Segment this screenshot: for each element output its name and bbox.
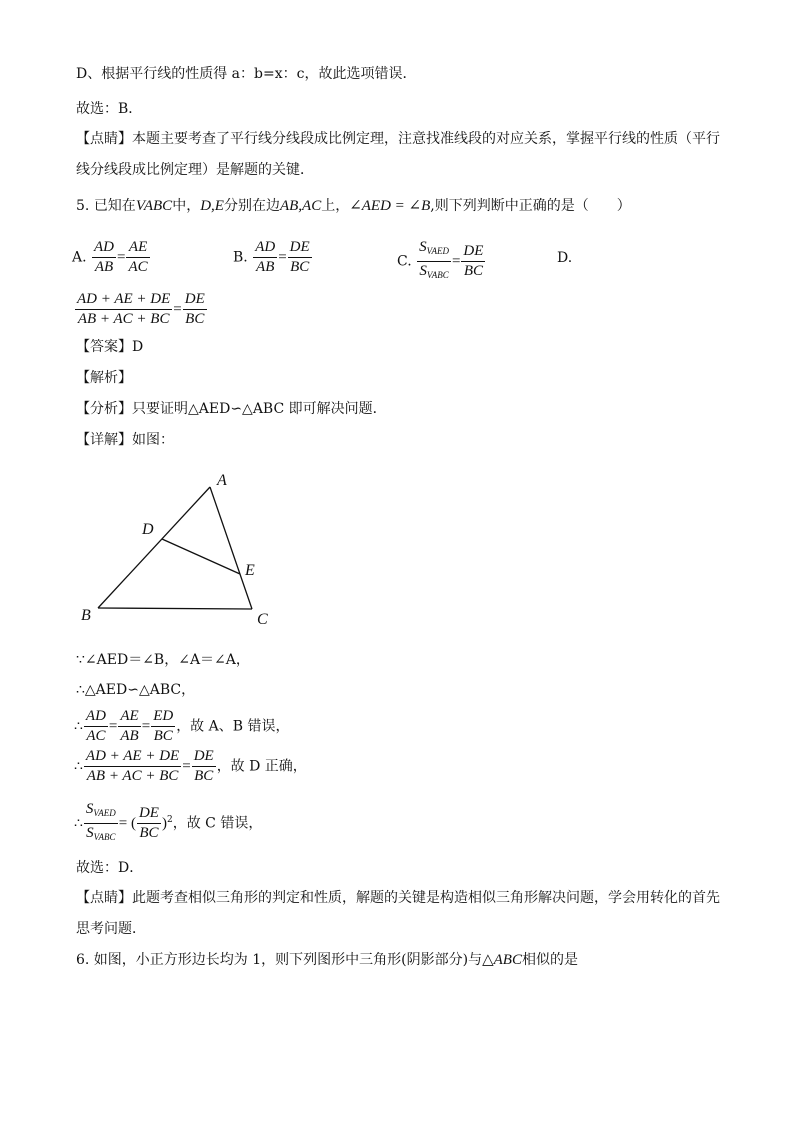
numerator: AD xyxy=(253,238,277,258)
option-b xyxy=(233,238,313,277)
fraction xyxy=(118,707,140,746)
therefore-symbol: ∴ xyxy=(74,815,83,832)
area-symbol: S xyxy=(86,825,94,841)
question-number: 5. xyxy=(76,198,90,214)
solution-line: ∴△AED∽△ABC， xyxy=(76,682,196,698)
fraction xyxy=(84,707,108,746)
denominator: AB xyxy=(94,259,114,275)
segment-de xyxy=(162,539,240,574)
side-ac xyxy=(210,487,252,609)
numerator xyxy=(84,800,118,824)
fraction xyxy=(75,290,172,329)
text-line: D、根据平行线的性质得 a：b=x：c，故此选项错误． xyxy=(76,66,417,82)
therefore-symbol: ∴ xyxy=(74,718,83,735)
close-paren: ) xyxy=(161,815,167,832)
points: D,E xyxy=(200,198,224,214)
analysis: 【分析】只要证明△AED∽△ABC 即可解决问题． xyxy=(76,401,387,417)
denominator: BC xyxy=(463,263,483,279)
denominator: AC xyxy=(86,728,106,744)
equals-sign: = xyxy=(173,301,182,318)
angle-equation: ∠AED = ∠B xyxy=(349,198,431,214)
denominator: AB xyxy=(120,728,139,744)
denominator: BC xyxy=(153,728,173,744)
solution-line-ratios xyxy=(74,707,290,746)
fraction xyxy=(126,238,149,277)
area-symbol: S xyxy=(85,801,94,817)
solution-line: 思考问题． xyxy=(76,921,146,937)
fraction xyxy=(183,290,207,329)
denominator: AB xyxy=(256,259,275,275)
numerator: AE xyxy=(118,707,140,727)
equals-sign: = xyxy=(117,249,126,266)
numerator xyxy=(417,238,451,262)
equals-sign: = xyxy=(278,249,287,266)
numerator: AD + AE + DE xyxy=(75,290,172,310)
fraction xyxy=(84,800,118,847)
fraction xyxy=(84,747,181,786)
label-d: D xyxy=(142,521,154,538)
denominator: BC xyxy=(290,259,310,275)
analysis-title: 【解析】 xyxy=(76,370,132,386)
equals-sign: = xyxy=(451,253,461,270)
denominator: BC xyxy=(185,311,205,327)
sides: AB,AC xyxy=(279,198,322,214)
label-a: A xyxy=(217,472,227,489)
solution-line: 故选：D． xyxy=(76,860,144,876)
fraction xyxy=(253,238,277,277)
text-line: 【点睛】本题主要考查了平行线分线段成比例定理，注意找准线段的对应关系，掌握平行线的性质（平行 xyxy=(76,131,720,147)
numerator: DE xyxy=(288,238,312,258)
stem-text: 上， xyxy=(321,198,350,214)
numerator: AD xyxy=(92,238,116,258)
fraction xyxy=(137,804,161,843)
label-e: E xyxy=(245,562,255,579)
answer: 【答案】D xyxy=(76,339,144,355)
fraction xyxy=(417,238,451,285)
triangle-symbol: VABC xyxy=(135,198,173,214)
solution-line-perimeter xyxy=(74,747,307,786)
equals-sign: = xyxy=(141,718,151,735)
question-5-stem xyxy=(76,196,631,216)
equals-paren: = ( xyxy=(118,815,136,832)
denominator: AC xyxy=(128,259,148,275)
option-label: A. xyxy=(72,249,87,266)
numerator: AD + AE + DE xyxy=(84,747,181,767)
side-bc xyxy=(98,608,252,609)
option-a xyxy=(72,238,151,277)
subscript: VABC xyxy=(426,270,449,280)
subscript: VAED xyxy=(93,808,116,818)
solution-note: ，故 D 正确， xyxy=(216,758,307,775)
numerator: ED xyxy=(151,707,175,727)
denominator xyxy=(84,824,118,847)
area-symbol: S xyxy=(419,239,427,255)
fraction xyxy=(461,242,485,281)
stem-text: 6. 如图，小正方形边长均为 1，则下列图形中三角形(阴影部分)与 xyxy=(76,952,483,968)
denominator: AB + AC + BC xyxy=(86,768,179,784)
question-6-stem xyxy=(76,950,578,970)
stem-text: 分别在边 xyxy=(223,198,280,214)
fraction xyxy=(151,707,175,746)
option-c xyxy=(397,238,486,285)
stem-text: 相似的是 xyxy=(521,952,578,968)
detail-heading: 【详解】如图： xyxy=(76,432,174,448)
solution-note: ，故 C 错误， xyxy=(172,815,263,832)
denominator: BC xyxy=(139,825,159,841)
numerator: DE xyxy=(183,290,207,310)
label-b: B xyxy=(81,607,91,624)
numerator: AE xyxy=(126,238,149,258)
triangle-symbol: △ABC xyxy=(482,952,522,968)
fraction xyxy=(192,747,216,786)
solution-note: ，故 A、B 错误， xyxy=(176,718,290,735)
area-symbol: S xyxy=(419,263,427,279)
numerator: DE xyxy=(192,747,216,767)
triangle-diagram xyxy=(76,468,286,633)
solution-line: ∵∠AED＝∠B，∠A＝∠A， xyxy=(76,652,250,668)
solution-line: 【点睛】此题考查相似三角形的判定和性质，解题的关键是构造相似三角形解决问题，学会用转化的首先 xyxy=(76,890,720,906)
text-line: 故选：B． xyxy=(76,101,143,117)
numerator: DE xyxy=(461,242,485,262)
exponent: 2 xyxy=(166,814,173,825)
numerator: AD xyxy=(84,707,108,727)
therefore-symbol: ∴ xyxy=(74,758,83,775)
denominator: BC xyxy=(194,768,214,784)
subscript: VABC xyxy=(93,832,116,842)
solution-line-area xyxy=(74,800,262,847)
option-d-label: D. xyxy=(557,250,573,266)
equals-sign: = xyxy=(182,758,191,775)
side-ab xyxy=(98,487,210,608)
denominator xyxy=(417,262,451,285)
text-line: 线分线段成比例定理）是解题的关键． xyxy=(76,162,314,178)
equals-sign: = xyxy=(108,718,118,735)
option-d xyxy=(74,290,208,329)
denominator: AB + AC + BC xyxy=(77,311,170,327)
stem-text: 已知在 xyxy=(93,198,136,214)
stem-text: ,则下列判断中正确的是（ ） xyxy=(430,198,631,214)
option-label: C. xyxy=(397,253,412,270)
subscript: VAED xyxy=(426,246,449,256)
label-c: C xyxy=(257,611,268,628)
fraction xyxy=(92,238,116,277)
option-label: B. xyxy=(233,249,248,266)
numerator: DE xyxy=(137,804,161,824)
stem-text: 中， xyxy=(172,198,201,214)
fraction xyxy=(288,238,312,277)
